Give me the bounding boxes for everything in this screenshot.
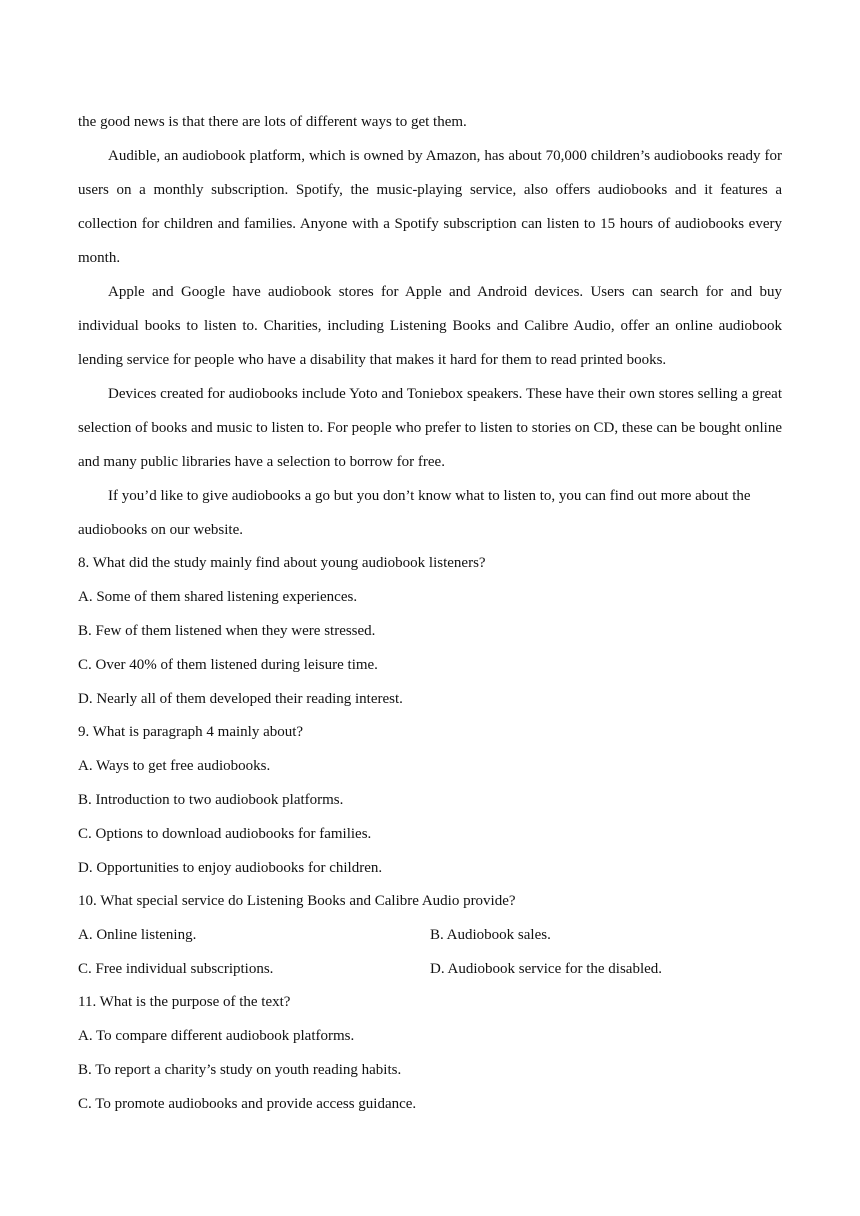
answer-option-a: A. Ways to get free audiobooks. xyxy=(78,758,271,774)
passage-line: collection for children and families. Anyone with a Spotify subscription can listen to 15 hours of audiobooks every xyxy=(78,216,782,232)
question-stem: 11. What is the purpose of the text? xyxy=(78,994,291,1010)
passage-line: Apple and Google have audiobook stores for Apple and Android devices. Users can search for and buy xyxy=(108,284,782,300)
answer-option-d: D. Opportunities to enjoy audiobooks for children. xyxy=(78,860,383,876)
answer-option-b: B. Audiobook sales. xyxy=(430,927,551,943)
passage-line: and many public libraries have a selection to borrow for free. xyxy=(78,454,445,470)
answer-option-b: B. Introduction to two audiobook platforms. xyxy=(78,792,344,808)
question-stem: 8. What did the study mainly find about young audiobook listeners? xyxy=(78,555,486,571)
answer-option-b: B. Few of them listened when they were stressed. xyxy=(78,623,376,639)
question-stem: 10. What special service do Listening Books and Calibre Audio provide? xyxy=(78,893,516,909)
answer-option-d: D. Audiobook service for the disabled. xyxy=(430,961,663,977)
answer-option-a: A. To compare different audiobook platforms. xyxy=(78,1028,355,1044)
passage-line: individual books to listen to. Charities, including Listening Books and Calibre Audio, offer an online audiobook xyxy=(78,318,782,334)
answer-option-c: C. Over 40% of them listened during leisure time. xyxy=(78,657,378,673)
answer-option-a: A. Online listening. xyxy=(78,927,197,943)
passage-line: lending service for people who have a disability that makes it hard for them to read printed books. xyxy=(78,352,667,368)
answer-option-a: A. Some of them shared listening experiences. xyxy=(78,589,358,605)
passage-line: selection of books and music to listen to. For people who prefer to listen to stories on CD, these can be bought online xyxy=(78,420,782,436)
passage-line: users on a monthly subscription. Spotify, the music-playing service, also offers audiobooks and it features a xyxy=(78,182,782,198)
passage-line: audiobooks on our website. xyxy=(78,522,243,538)
passage-line: the good news is that there are lots of different ways to get them. xyxy=(78,114,467,130)
answer-option-c: C. Free individual subscriptions. xyxy=(78,961,274,977)
answer-option-d: D. Nearly all of them developed their reading interest. xyxy=(78,691,403,707)
answer-option-c: C. To promote audiobooks and provide access guidance. xyxy=(78,1096,417,1112)
passage-line: If you’d like to give audiobooks a go but you don’t know what to listen to, you can find out more about the xyxy=(108,488,751,504)
answer-option-b: B. To report a charity’s study on youth reading habits. xyxy=(78,1062,402,1078)
question-stem: 9. What is paragraph 4 mainly about? xyxy=(78,724,304,740)
passage-line: Audible, an audiobook platform, which is owned by Amazon, has about 70,000 children’s audiobooks ready for xyxy=(108,148,782,164)
answer-option-c: C. Options to download audiobooks for families. xyxy=(78,826,372,842)
passage-line: Devices created for audiobooks include Yoto and Toniebox speakers. These have their own stores selling a great xyxy=(108,386,782,402)
passage-line: month. xyxy=(78,250,121,266)
